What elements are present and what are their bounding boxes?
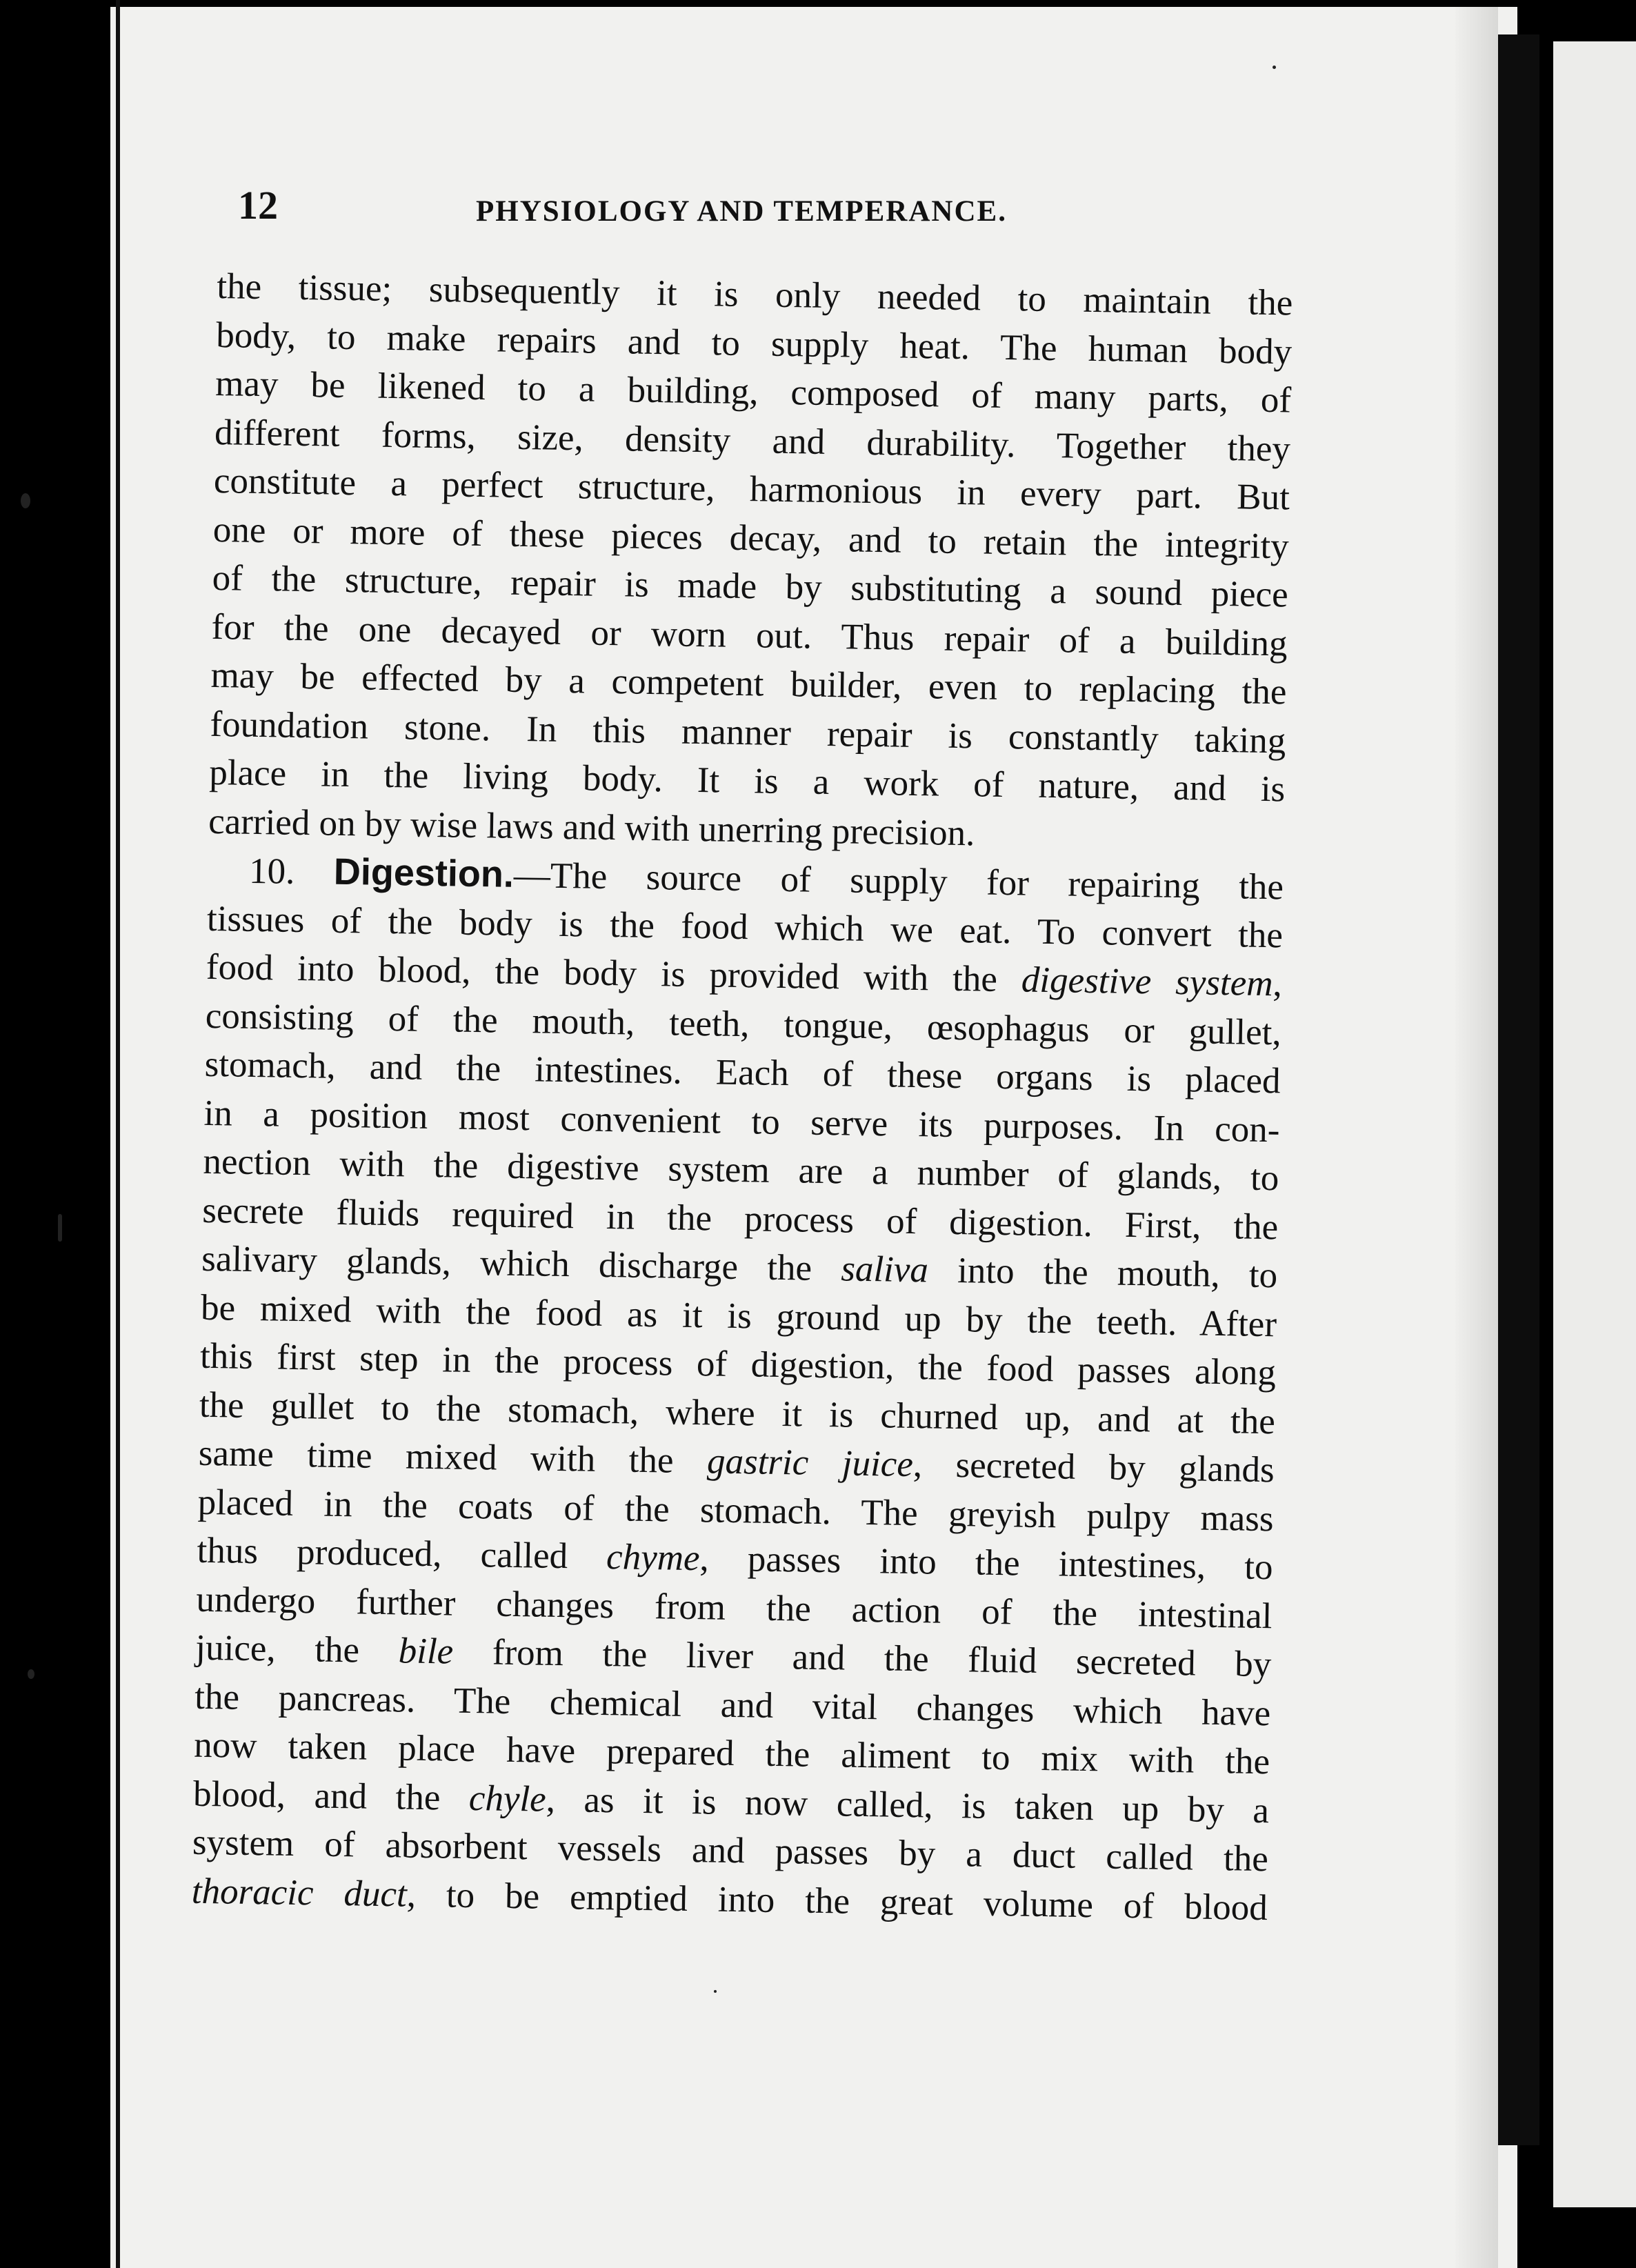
- page-gutter: [1498, 34, 1539, 2145]
- italic-term: chyle: [468, 1778, 547, 1820]
- text-line: nection with the digestive system are a number of glands, to: [203, 1141, 1279, 1199]
- italic-term: chyme: [606, 1537, 700, 1579]
- scan-speck: [1273, 66, 1276, 69]
- text-line: foundation stone. In this manner repair is constantly taking: [210, 704, 1286, 761]
- section-heading: Digestion.: [333, 850, 515, 895]
- italic-term: bile: [398, 1631, 454, 1672]
- section-number: 10.: [248, 850, 295, 892]
- italic-term: digestive system: [1021, 959, 1273, 1004]
- text-line: thus produced, called chyme, passes into the intestines, to: [197, 1530, 1273, 1588]
- text-line: juice, the bile from the liver and the fluid secreted by: [194, 1627, 1272, 1685]
- text-line: different forms, size, density and durability. Together they: [214, 412, 1291, 469]
- text-line: food into blood, the body is provided with the digestive system,: [206, 946, 1283, 1004]
- scan-speck: [28, 1669, 34, 1679]
- text-line: the tissue; subsequently it is only needed to maintain the: [216, 266, 1293, 324]
- italic-term: thoracic duct: [191, 1871, 408, 1915]
- running-head: PHYSIOLOGY AND TEMPERANCE.: [476, 195, 1007, 228]
- page-header: [238, 185, 1086, 247]
- text-line: carried on by wise laws and with unerring precision.: [208, 801, 975, 853]
- text-line: may be likened to a building, composed of many parts, of: [215, 363, 1292, 421]
- text-line: system of absorbent vessels and passes by a duct called the: [192, 1822, 1269, 1880]
- text-line: thoracic duct, to be emptied into the great volume of blood: [191, 1871, 1268, 1928]
- text-line: secrete fluids required in the process of digestion. First, the: [201, 1190, 1279, 1247]
- page-number: 12: [238, 183, 278, 228]
- scan-speck: [58, 1214, 62, 1242]
- italic-term: saliva: [840, 1249, 929, 1291]
- text-line: tissues of the body is the food which we eat. To convert the: [206, 898, 1284, 955]
- body-text: [191, 262, 1293, 1932]
- text-line: body, to make repairs and to supply heat. The human body: [215, 315, 1293, 372]
- scan-speck: [714, 1990, 717, 1993]
- text-line: constitute a perfect structure, harmonious in every part. But: [213, 460, 1290, 518]
- text-line: salivary glands, which discharge the saliva into the mouth, to: [201, 1238, 1278, 1296]
- text-line: now taken place have prepared the aliment to mix with the: [193, 1724, 1270, 1782]
- page-edge-shadow: [1455, 7, 1498, 2268]
- section-lead-text: —The source of supply for repairing the: [513, 855, 1284, 908]
- scan-speck: [21, 493, 30, 508]
- text-line: placed in the coats of the stomach. The greyish pulpy mass: [197, 1482, 1275, 1539]
- text-line: in a position most convenient to serve its purposes. In con-: [203, 1093, 1280, 1150]
- text-line: consisting of the mouth, teeth, tongue, œsophagus or gullet,: [205, 995, 1282, 1053]
- text-line: of the structure, repair is made by substituting a sound piece: [212, 557, 1289, 615]
- text-line: for the one decayed or worn out. Thus repair of a building: [211, 606, 1288, 664]
- adjacent-page-edge: [1553, 41, 1636, 2207]
- italic-term: gastric juice: [706, 1441, 914, 1485]
- text-line: the gullet to the stomach, where it is churned up, and at the: [199, 1384, 1276, 1442]
- text-line: the pancreas. The chemical and vital changes which have: [194, 1676, 1271, 1733]
- binding-edge: [116, 0, 120, 2268]
- text-line: one or more of these pieces decay, and to retain the integrity: [212, 509, 1290, 566]
- text-line: undergo further changes from the action of the intestinal: [196, 1579, 1273, 1636]
- text-line: be mixed with the food as it is ground up by the teeth. After: [200, 1287, 1277, 1344]
- text-line: blood, and the chyle, as it is now called, is taken up by a: [192, 1773, 1270, 1831]
- text-line: place in the living body. It is a work of nature, and is: [208, 752, 1286, 810]
- paragraph-1: [208, 262, 1293, 862]
- paragraph-2: [191, 846, 1284, 1932]
- text-line: this first step in the process of digestion, the food passes along: [199, 1335, 1277, 1393]
- text-line: may be effected by a competent builder, even to replacing the: [210, 655, 1287, 713]
- text-line: same time mixed with the gastric juice, secreted by glands: [198, 1433, 1275, 1491]
- text-line: stomach, and the intestines. Each of these organs is placed: [204, 1044, 1281, 1102]
